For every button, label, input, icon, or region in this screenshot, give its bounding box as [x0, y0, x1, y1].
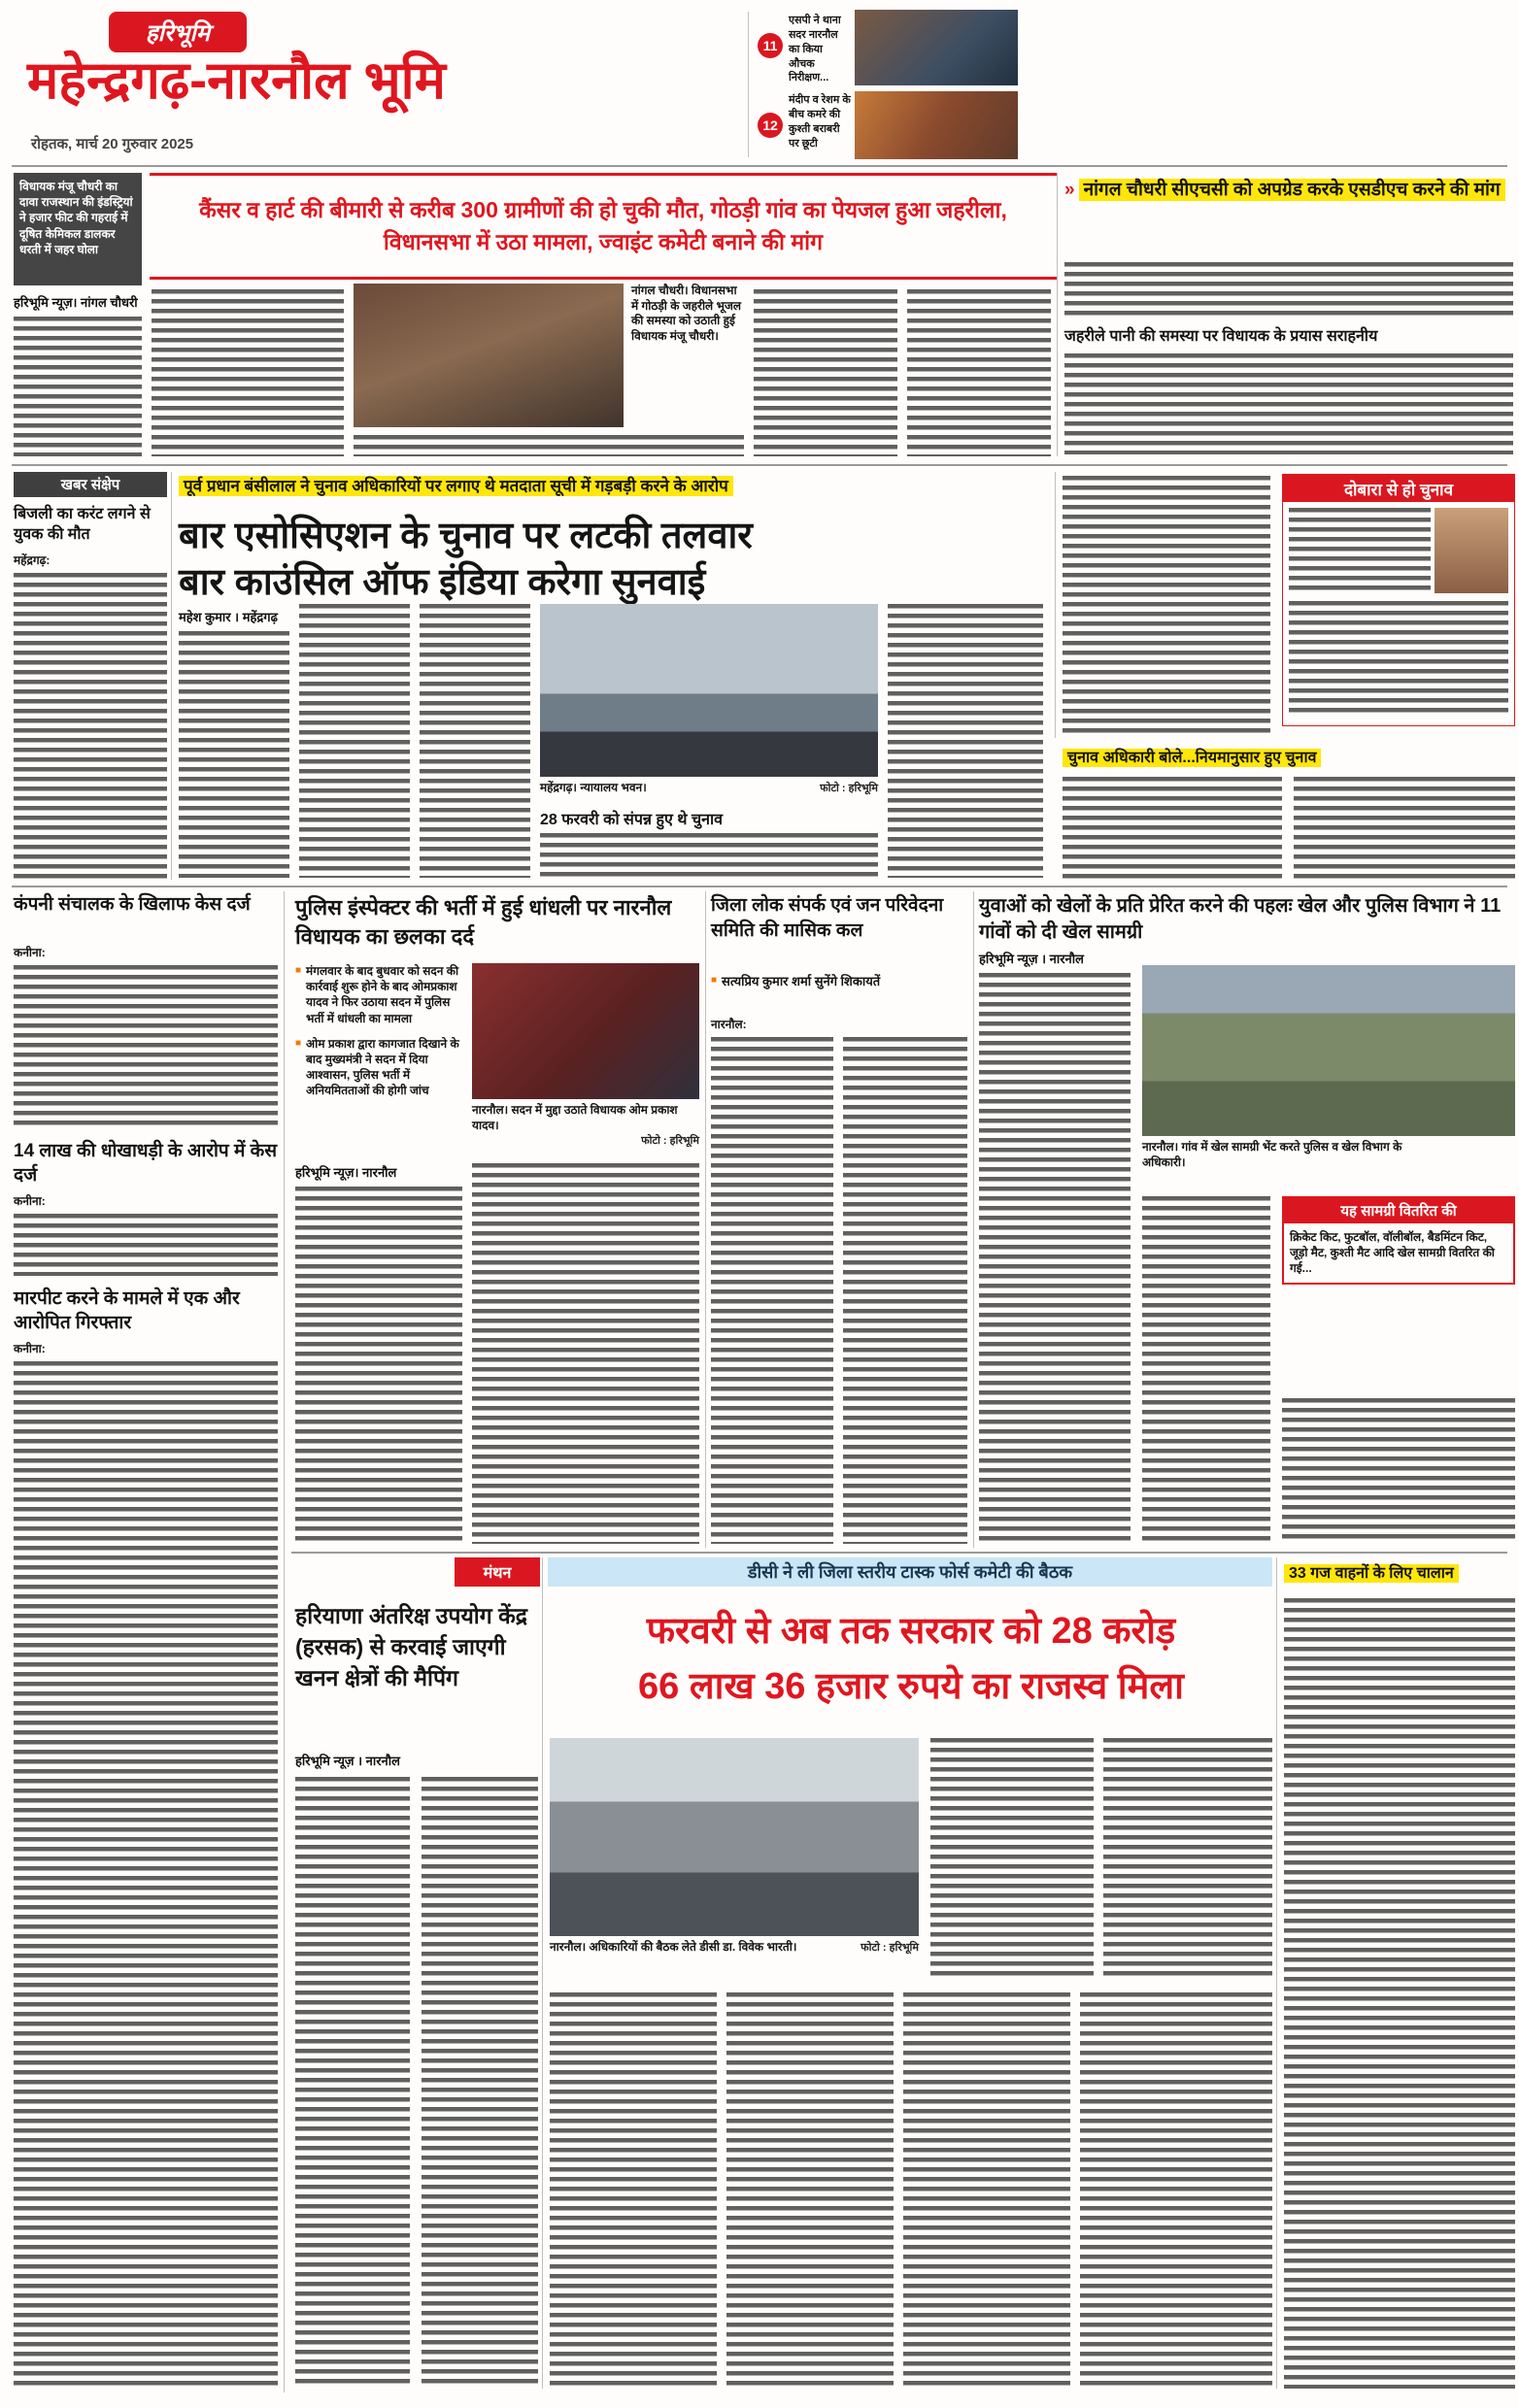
column-rule: [1057, 173, 1058, 456]
section-rule: [12, 886, 1507, 887]
body-text-block: [903, 1992, 1070, 2389]
court-photo-caption-row: [540, 781, 878, 796]
bullet-text: मंगलवार के बाद बुधवार को सदन की कार्रवाई शुरू होने के बाद ओमप्रकाश यादव ने फिर उठाया सदन में पुलिस भर्ती में धांधली का मामला: [306, 964, 459, 1025]
brief-story-headline: बिजली का करंट लगने से युवक की मौत: [14, 506, 151, 543]
body-text-block: [726, 1992, 894, 2389]
bar-story-headline-line1: बार एसोसिएशन के चुनाव पर लटकी तलवार: [179, 516, 753, 556]
section-title: खबर संक्षेप: [60, 477, 120, 493]
police-story-byline: हरिभूमि न्यूज़। नारनौल: [295, 1165, 397, 1180]
section-rule: [12, 464, 1507, 466]
masthead-divider: [748, 12, 749, 157]
body-text-block: [472, 1163, 699, 1544]
box-title-text: दोबारा से हो चुनाव: [1343, 480, 1454, 499]
column-rule: [171, 472, 172, 880]
body-text-block: [1080, 1992, 1272, 2389]
assembly-photo-caption: नांगल चौधरी। विधानसभा में गोठड़ी के जहरीले भूजल की समस्या को उठाती हुई विधायक मंजू चौधरी।: [631, 284, 741, 343]
box-title-text: यह सामग्री वितरित की: [1340, 1203, 1457, 1220]
court-photo-caption: महेंद्रगढ़। न्यायालय भवन।: [540, 781, 647, 794]
photo-credit: फोटो : हरिभूमि: [820, 783, 878, 794]
body-text-block: [1284, 1598, 1515, 2389]
revenue-headline-line2: 66 लाख 36 हजार रुपये का राजस्व मिला: [638, 1666, 1184, 1707]
task-force-text: डीसी ने ली जिला स्तरीय टास्क फोर्स कमेटी की बैठक: [747, 1562, 1073, 1582]
election-officials-quote-headline: [1063, 746, 1515, 767]
bullet-square-icon: ■: [711, 975, 718, 986]
quote-headline-text: चुनाव अधिकारी बोले...नियमानुसार हुए चुनाव: [1063, 749, 1321, 767]
dc-meeting-photo: [550, 1738, 919, 1936]
dc-photo-caption-row: [550, 1940, 919, 1956]
bar-story-kicker: [179, 474, 1053, 496]
body-text-block: [930, 1738, 1094, 1977]
lead-in-place: नारनौल:: [711, 1018, 747, 1031]
dc-photo-caption: नारनौल। अधिकारियों की बैठक लेते डीसी डा. विवेक भारती।: [550, 1940, 797, 1954]
lead-in-place: कनीना:: [14, 1342, 46, 1355]
task-force-bar: [548, 1557, 1272, 1587]
photo-credit: फोटो : हरिभूमि: [641, 1135, 699, 1148]
body-text-block: [420, 604, 530, 878]
brief-number: 11: [762, 38, 778, 53]
brief-number: 12: [762, 117, 778, 133]
column-rule: [542, 1557, 543, 2389]
revenue-headline: [550, 1604, 1272, 1715]
grievance-bullet: [711, 973, 967, 990]
body-text-block: [1294, 777, 1515, 880]
police-story-bullets: [295, 963, 462, 1099]
lead-headline: कैंसर व हार्ट की बीमारी से करीब 300 ग्रामीणों की हो चुकी मौत, गोठड़ी गांव का पेयजल हुआ जहरीला, विधानसभा में उठा मामला, ज्वाइंट कमेटी बनाने की मांग: [199, 196, 1007, 254]
body-text-block: [299, 604, 410, 878]
body-text-block: [550, 1992, 717, 2389]
lead-in-place: कनीना:: [14, 946, 46, 959]
mla-speaking-photo: [472, 963, 699, 1099]
body-text-block: [1289, 508, 1431, 593]
chc-subhead: जहरीले पानी की समस्या पर विधायक के प्रयास सराहनीय: [1064, 328, 1378, 345]
manthan-label: [455, 1557, 540, 1587]
body-text-block: [14, 1214, 278, 1276]
mining-mapping-headline: हरियाणा अंतरिक्ष उपयोग केंद्र (हरसक) से करवाई जाएगी खनन क्षेत्रों की मैपिंग: [295, 1603, 527, 1691]
kicker-text: पूर्व प्रधान बंसीलाल ने चुनाव अधिकारियों पर लगाए थे मतदाता सूची में गड़बड़ी करने के आरोप: [179, 476, 733, 496]
sports-material-headline: युवाओं को खेलों के प्रति प्रेरित करने की पहलः खेल और पुलिस विभाग ने 11 गांवों को दी खेल सामग्री: [979, 895, 1502, 943]
brief-headline: एसपी ने थाना सदर नारनौल का किया औचक निरीक्षण...: [789, 15, 841, 84]
assault-arrest-headline: मारपीट करने के मामले में एक और आरोपित गिरफ्तार: [14, 1288, 240, 1333]
bullet-square-icon: ■: [295, 1037, 302, 1049]
bar-story-byline: महेश कुमार । महेंद्रगढ़: [179, 610, 278, 624]
haribhumi-logo: [109, 12, 247, 52]
body-text-block: [1142, 1196, 1270, 1544]
body-text-block: [711, 1037, 833, 1544]
body-text-block: [1063, 476, 1270, 734]
body-text-block: [152, 289, 344, 456]
brief-number-badge: [758, 33, 783, 58]
column-rule: [973, 891, 974, 1548]
brief-story-lead: [14, 552, 167, 568]
body-text-block: [754, 289, 897, 456]
body-text-block: [295, 1777, 410, 2389]
assembly-photo: [354, 284, 624, 427]
body-text-block: [1063, 777, 1282, 880]
dateline: रोहतक, मार्च 20 गुरुवार 2025: [31, 136, 194, 152]
revenue-headline-line1: फरवरी से अब तक सरकार को 28 करोड़: [646, 1611, 1176, 1652]
mla-claim-box: विधायक मंजू चौधरी का दावा राजस्थान की इंडस्ट्रियां ने हजार फीट की गहराई में दूषित केमिकल डालकर धरती में जहर घोला: [14, 173, 142, 285]
chc-headline-text: नांगल चौधरी सीएचसी को अपग्रेड करके एसडीएच करने की मांग: [1079, 179, 1505, 201]
body-text-block: [179, 631, 289, 878]
sports-photo-caption: नारनौल। गांव में खेल सामग्री भेंट करते पुलिस व खेल विभाग के अधिकारी।: [1142, 1140, 1402, 1169]
column-rule: [1276, 1557, 1277, 2389]
grievance-lead: [711, 1016, 967, 1032]
items-box-title: [1284, 1198, 1513, 1223]
wrestling-photo: [855, 91, 1018, 159]
body-text-block: [354, 435, 744, 456]
mla-photo-caption-block: [472, 1103, 699, 1148]
bullet-square-icon: ■: [295, 965, 302, 976]
photo-credit: फोटो : हरिभूमि: [861, 1942, 919, 1954]
body-text-block: [888, 604, 1043, 878]
bullet-text: सत्यप्रिय कुमार शर्मा सुनेंगे शिकायतें: [722, 974, 881, 988]
masthead-title: महेन्द्रगढ़-नारनौल भूमि: [27, 51, 446, 110]
column-rule: [284, 891, 285, 2392]
body-text-block: [14, 317, 142, 456]
body-text-block: [1282, 1398, 1515, 1544]
items-box-text: क्रिकेट किट, फुटबॉल, वॉलीबॉल, बैडमिंटन किट, जूड़ो मैट, कुश्ती मैट आदि खेल सामग्री वितरित की गई...: [1290, 1230, 1495, 1276]
bullet-text: ओम प्रकाश द्वारा कागजात दिखाने के बाद मुख्यमंत्री ने सदन में दिया आश्वासन, पुलिस भर्ती में अनियमितताओं की होगी जांच: [306, 1036, 459, 1098]
challan-headline-text: 33 गज वाहनों के लिए चालान: [1284, 1564, 1459, 1583]
body-text-block: [1064, 353, 1513, 454]
assault-arrest-lead: [14, 1340, 278, 1356]
grievance-committee-headline: जिला लोक संपर्क एवं जन परिवेदना समिति की मासिक कल: [711, 895, 944, 941]
body-text-block: [422, 1777, 538, 2389]
body-text-block: [1289, 601, 1508, 718]
column-rule: [1055, 472, 1056, 738]
body-text-block: [907, 289, 1051, 456]
bar-story-subhead: 28 फरवरी को संपन्न हुए थे चुनाव: [540, 812, 724, 828]
bullet-item: [295, 1036, 462, 1099]
double-arrow-icon: »: [1064, 180, 1075, 200]
bar-story-headline-line2: बार काउंसिल ऑफ इंडिया करेगा सुनवाई: [179, 562, 706, 603]
label-text: मंथन: [483, 1565, 512, 1582]
sports-photo-caption-row: [1142, 1140, 1515, 1170]
court-building-photo: [540, 604, 878, 777]
body-text-block: [14, 1361, 278, 2389]
sports-story-byline: हरिभूमि न्यूज़ । नारनौल: [979, 952, 1084, 966]
body-text-block: [14, 965, 278, 1128]
distributed-items-box: [1282, 1196, 1515, 1285]
bullet-item: [295, 963, 462, 1026]
lead-headline-box: [150, 173, 1057, 280]
masthead-rule: [12, 165, 1507, 167]
body-text-block: [1064, 262, 1513, 317]
body-text-block: [540, 833, 878, 878]
news-briefs-section-header: [14, 472, 167, 497]
chc-headline: [1064, 177, 1513, 205]
brief-headline: मंदीप व रेशम के बीच कमरे की कुश्ती बराबरी पर छूटी: [789, 94, 851, 150]
brief-number-badge: [758, 113, 783, 138]
lead-byline: हरिभूमि न्यूज़। नांगल चौधरी: [14, 295, 138, 310]
fraud-case-lead: [14, 1192, 278, 1209]
re-election-box-title: [1283, 475, 1514, 502]
candidate-portrait-photo: [1435, 508, 1508, 593]
body-text-block: [295, 1187, 462, 1544]
challan-headline: [1284, 1561, 1515, 1583]
sports-distribution-photo: [1142, 965, 1515, 1136]
body-text-block: [843, 1037, 967, 1544]
lead-in-place: कनीना:: [14, 1194, 46, 1208]
sp-inspection-photo: [855, 10, 1018, 85]
police-recruitment-headline: पुलिस इंस्पेक्टर की भर्ती में हुई धांधली पर नारनौल विधायक का छलका दर्द: [295, 895, 672, 949]
company-case-lead: [14, 944, 278, 960]
company-case-headline: कंपनी संचालक के खिलाफ केस दर्ज: [14, 894, 251, 915]
logo-text: हरिभूमि: [145, 19, 211, 47]
mapping-story-byline: हरिभूमि न्यूज़ । नारनौल: [295, 1754, 400, 1768]
fraud-case-headline: 14 लाख की धोखाधड़ी के आरोप में केस दर्ज: [14, 1141, 278, 1186]
re-election-box: [1282, 474, 1515, 726]
lead-in-place: महेंद्रगढ़:: [14, 553, 51, 567]
mla-photo-caption: नारनौल। सदन में मुद्दा उठाते विधायक ओम प्रकाश यादव।: [472, 1103, 678, 1132]
body-text-block: [14, 573, 167, 880]
body-text-block: [1103, 1738, 1272, 1977]
column-rule: [705, 891, 706, 1548]
body-text-block: [979, 973, 1131, 1544]
re-election-box-body: [1283, 502, 1514, 725]
section-rule: [291, 1552, 1507, 1554]
